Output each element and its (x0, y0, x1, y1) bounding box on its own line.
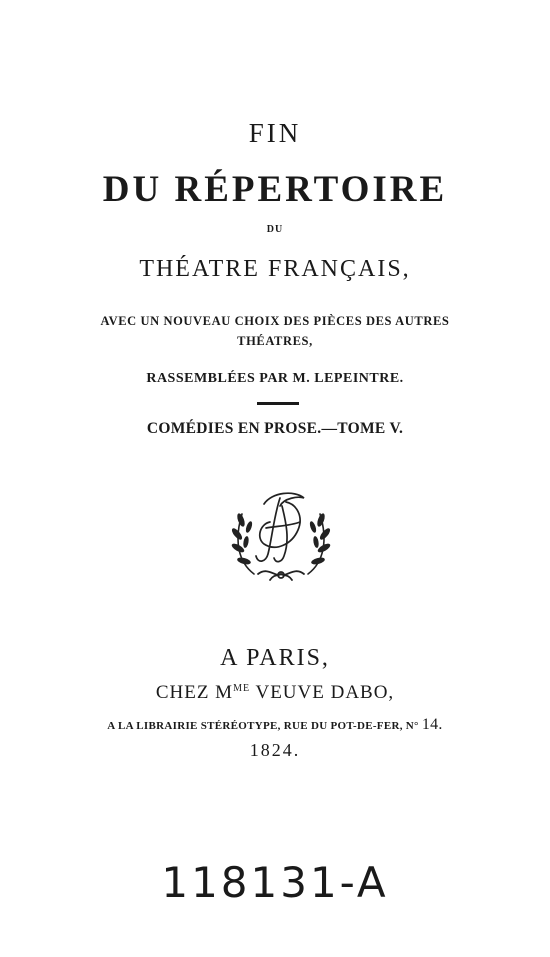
imprint-publisher (0, 682, 550, 704)
monogram-laurel-emblem-icon (224, 482, 338, 588)
title-du-connector: DU (266, 224, 284, 235)
subtitle-line-2: THÉATRES, (237, 334, 313, 348)
address-number: 14. (421, 716, 443, 733)
editor-line: RASSEMBLÉES PAR M. LEPEINTRE. (146, 371, 404, 386)
imprint-year: 1824. (249, 740, 301, 760)
publisher-prefix: CHEZ M (155, 682, 234, 703)
title-theatre-francais: THÉATRE FRANÇAIS, (139, 256, 411, 282)
volume-line: COMÉDIES EN PROSE.—TOME V. (146, 420, 404, 437)
title-du-repertoire: DU RÉPERTOIRE (102, 169, 448, 210)
publisher-superscript: ME (233, 683, 251, 694)
title-fin: FIN (248, 118, 302, 148)
separator-rule (257, 402, 299, 405)
subtitle-line-1: AVEC UN NOUVEAU CHOIX DES PIÈCES DES AUTRES (100, 314, 450, 328)
imprint-city: A PARIS, (220, 645, 330, 671)
library-shelfmark: 118131-A (161, 858, 389, 907)
imprint-address (0, 716, 550, 734)
publisher-suffix: VEUVE DABO, (250, 682, 395, 703)
address-text: A LA LIBRAIRIE STÉRÉOTYPE, RUE DU POT-DE-FER, N° (107, 720, 419, 732)
